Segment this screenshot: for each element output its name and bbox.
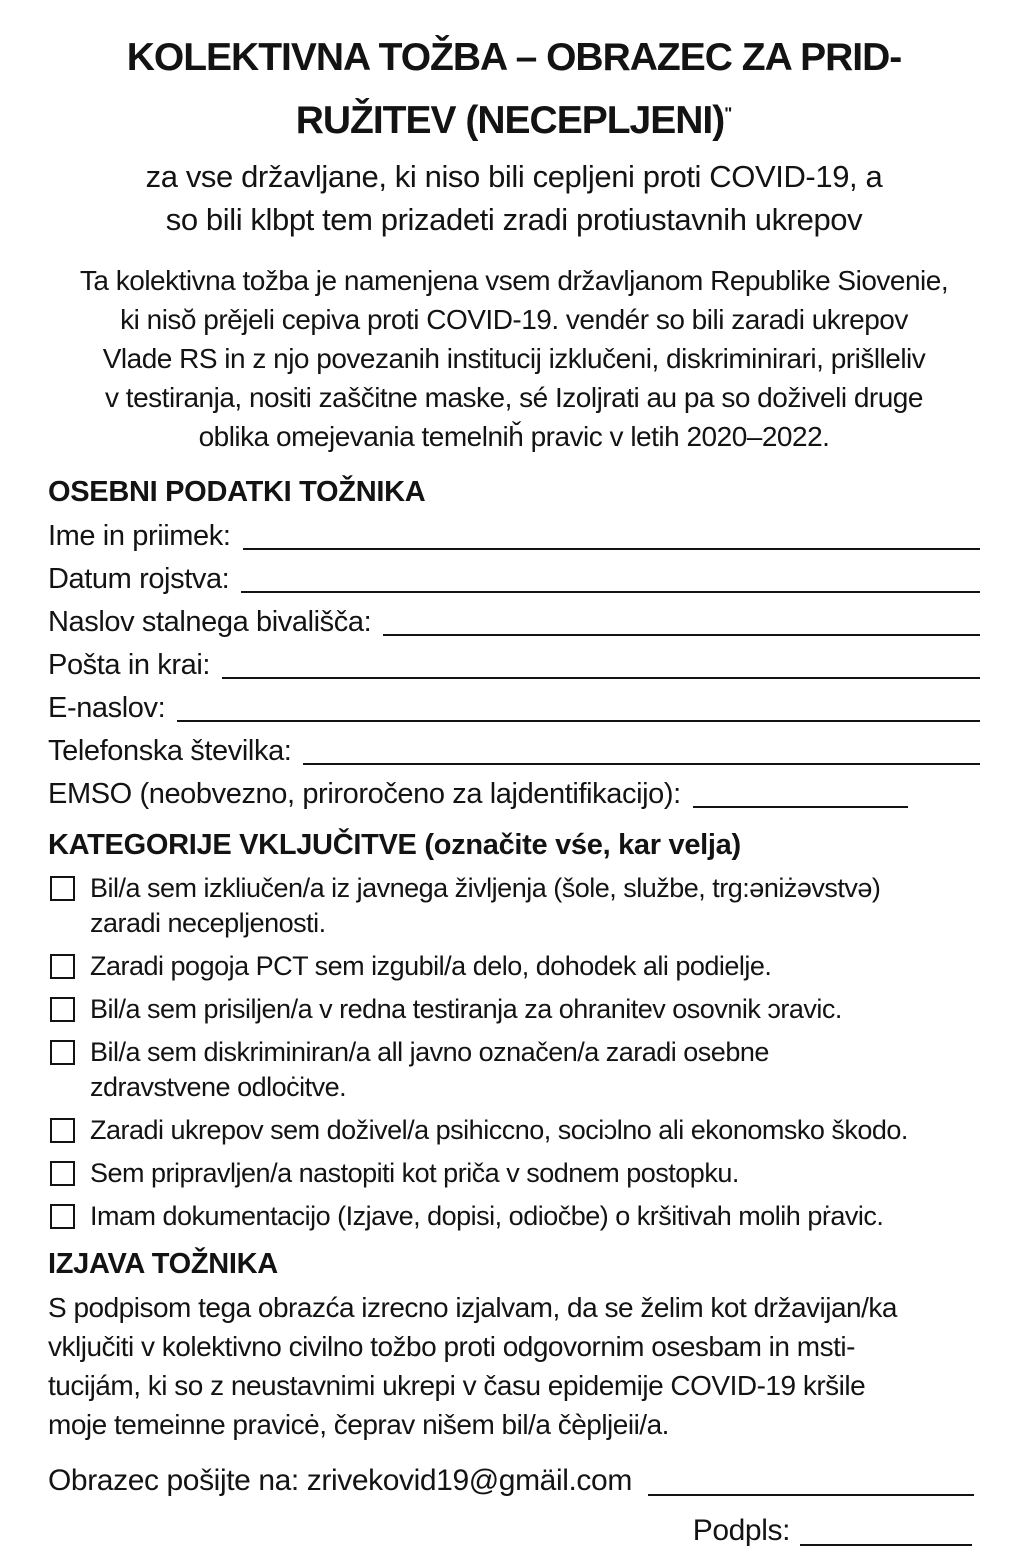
form-title-line-1: KOLEKTIVNA TOŽBA – OBRAZEC ZA PRID-	[126, 36, 902, 79]
field-row-post-town	[48, 643, 980, 686]
declaration-line-2: vključiti v kolektivno civilno tožbo proti odgovornim osesbam in msti-	[48, 1331, 855, 1362]
category-item-has-documentation	[48, 1199, 980, 1234]
declaration-line-1: S podpisom tega obrazća izrecno izjalvam, da se želim kot državijan/ka	[48, 1292, 897, 1323]
category-checkbox[interactable]	[50, 997, 75, 1022]
category-item-psych-social-economic-damage	[48, 1113, 980, 1148]
emso-field-label: EMSO (neobvezno, priroročeno za lajdentifikacijo):	[48, 778, 681, 810]
form-subtitle-line-2: so bili klbpt tem prizadeti zradi protiustavnih ukrepov	[165, 202, 863, 237]
signature-label: Podpls:	[692, 1514, 790, 1547]
send-to-row	[48, 1460, 980, 1502]
signature-write-in-line[interactable]	[800, 1544, 972, 1546]
category-item-label-wrap: zaradi necepljenosti.	[90, 908, 326, 938]
intro-line-1: Ta kolektivna tožba je namenjena vsem državljanom Republike Siovenie,	[79, 265, 949, 296]
field-row-birthdate	[48, 557, 980, 600]
form-subtitle	[48, 155, 980, 241]
field-row-email	[48, 686, 980, 729]
category-item-label: Zaradi pogoja PCT sem izgubil/a delo, dohodek ali podielje.	[90, 951, 772, 981]
category-item-label: Bil/a sem izkliučen/a iz javnega življenja (šole, službe, trg:əniżəvstvə)	[90, 873, 881, 903]
field-row-emso	[48, 772, 980, 815]
address-field-label: Naslov stalnega bivališča:	[48, 606, 372, 638]
send-write-in-line[interactable]	[648, 1494, 974, 1496]
declaration-line-3: tucijám, ki so z neustavnimi ukrepi v času epidemije COVID-19 kršile	[48, 1370, 866, 1401]
category-checkbox[interactable]	[50, 876, 75, 901]
post-town-write-in-line[interactable]	[222, 677, 980, 679]
address-write-in-line[interactable]	[383, 634, 980, 636]
intro-line-5: oblika omejevania temelniȟ pravic v letih 2020–2022.	[198, 421, 830, 452]
category-checkbox[interactable]	[50, 1161, 75, 1186]
category-checkbox[interactable]	[50, 1204, 75, 1229]
category-item-label-wrap: zdravstvene odloċitve.	[90, 1072, 347, 1102]
form-title	[48, 30, 980, 149]
phone-field-label: Telefonska številka:	[48, 735, 292, 767]
title-superscript-mark: ʺ	[724, 104, 733, 123]
category-item-forced-testing	[48, 992, 980, 1027]
declaration-line-4: moje temeinne pravicė, čeprav nišem bil/a čèpljeii/a.	[48, 1409, 669, 1440]
form-title-line-2: RUŽITEV (NECEPLJENI)$^ʺ$	[295, 99, 733, 142]
post-town-field-label: Pošta in krai:	[48, 649, 211, 681]
emso-write-in-line[interactable]	[693, 806, 908, 808]
categories-heading: KATEGORIJE VKLJUČITVE (označite vśe, kar velja)	[48, 829, 741, 861]
category-item-label: Sem pripravljen/a nastopiti kot priča v sodnem postopku.	[90, 1158, 739, 1188]
category-item-witness	[48, 1156, 980, 1191]
intro-paragraph	[48, 261, 980, 456]
email-write-in-line[interactable]	[177, 720, 980, 722]
intro-line-2: ki nisŏ prějeli cepiva proti COVID-19. vendér so bili zaradi ukrepov	[120, 304, 908, 335]
field-row-address	[48, 600, 980, 643]
declaration-heading: IZJAVA TOŽNIKA	[48, 1248, 278, 1280]
category-item-label: Bil/a sem prisiljen/a v redna testiranja za ohranitev osovnik ɔravic.	[90, 994, 842, 1024]
send-to-label: Obrazec pošijte na: zrivekovid19@gmäil.com	[48, 1464, 632, 1497]
category-item-discriminated	[48, 1035, 980, 1105]
category-checkbox[interactable]	[50, 954, 75, 979]
personal-data-heading: OSEBNI PODATKI TOŽNIKA	[48, 476, 426, 508]
form-subtitle-line-1: za vse državljane, ki niso bili cepljeni proti COVID-19, a	[145, 159, 883, 194]
category-checkbox[interactable]	[50, 1118, 75, 1143]
personal-data-fields	[48, 514, 980, 815]
email-field-label: E-naslov:	[48, 692, 166, 724]
category-item-lost-job-pct	[48, 949, 980, 984]
category-item-label: Zaradi ukrepov sem doživel/a psihiccno, sociɔlno ali ekonomsko škodo.	[90, 1115, 908, 1145]
category-checkbox[interactable]	[50, 1040, 75, 1065]
category-item-label: Bil/a sem diskriminiran/a all javno označen/a zaradi osebne	[90, 1037, 769, 1067]
declaration-paragraph	[48, 1288, 980, 1444]
birthdate-write-in-line[interactable]	[241, 591, 980, 593]
field-row-phone	[48, 729, 980, 772]
category-checklist	[48, 871, 980, 1234]
category-item-excluded-public-life	[48, 871, 980, 941]
name-field-label: Ime in priimek:	[48, 520, 231, 552]
name-write-in-line[interactable]	[243, 548, 980, 550]
category-item-label: Imam dokumentacijo (Izjave, dopisi, odiočbe) o kršitivah molih pṙavic.	[90, 1201, 884, 1231]
intro-line-3: Vlade RS in z njo povezanih institucij izklučeni, diskriminirari, prišlleliv	[102, 343, 926, 374]
birthdate-field-label: Datum rojstva:	[48, 563, 230, 595]
phone-write-in-line[interactable]	[303, 763, 980, 765]
signature-row	[48, 1510, 980, 1552]
intro-line-4: v testiranja, nositi zaščitne maske, sé Izoljrati au pa so doživeli druge	[105, 382, 923, 413]
field-row-name	[48, 514, 980, 557]
